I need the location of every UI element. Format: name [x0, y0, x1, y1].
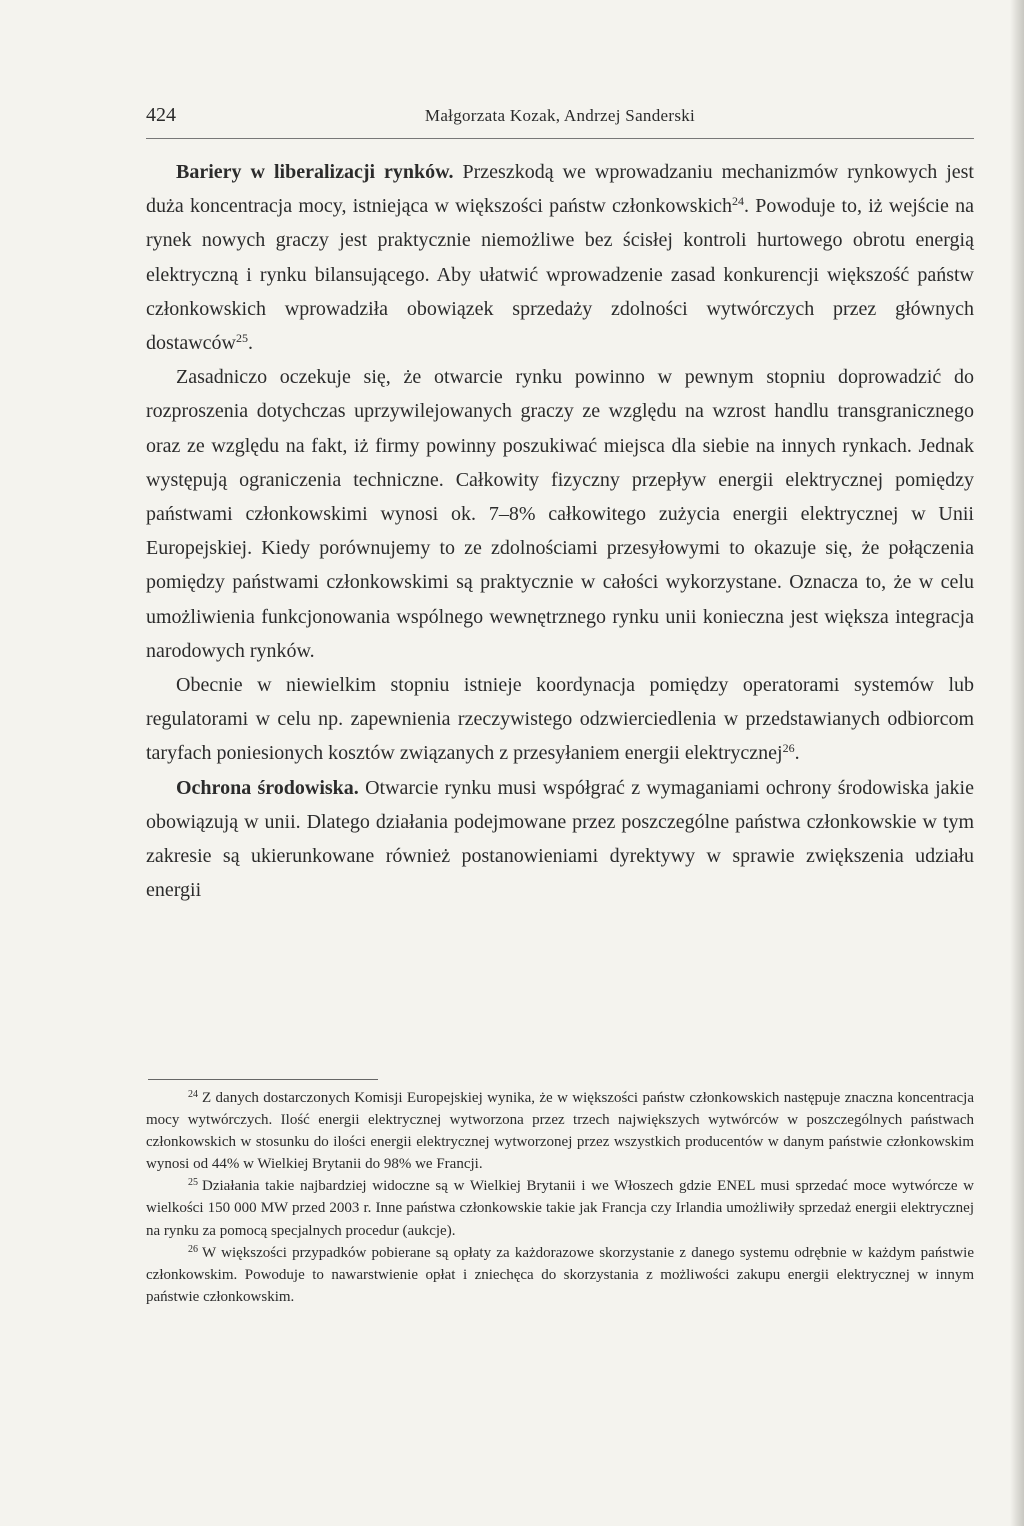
footnote-number: 25 [188, 1177, 198, 1189]
footnote [146, 1175, 974, 1241]
body-text [146, 155, 974, 907]
paragraph: Ochrona środowiska. Otwarcie rynku musi współgrać z wymaganiami ochrony środowiska jakie obowiązują w unii. Dlatego działania podejmowane przez poszczególne państwa członkowskie w tym zakresie są ukierunkowane również postanowieniami dyrektywy w sprawie zwiększenia udziału energii [146, 776, 974, 902]
section-heading: Bariery w liberalizacji rynków. [176, 161, 454, 183]
footnote-ref: 24 [732, 194, 744, 209]
footnote-ref: 26 [782, 741, 795, 756]
footnote [146, 1087, 974, 1175]
footnote [146, 1242, 974, 1308]
page-header [146, 100, 974, 139]
footnote-text: Z danych dostarczonych Komisji Europejskiej wynika, że w większości państw członkowskich następuje znaczna koncentracja mocy wytwórczych. Ilość energii elektrycznej wytworzona przez trzech największych wytwórców w poszczególnych państwach członkowskich w stosunku do ilości energii elektrycznej wytworzonej przez wszystkich producentów w danym państwie członkowskim wynosi od 44% w Wielkiej Brytanii do 98% we Francji. [146, 1090, 974, 1173]
footnote-ref: 25 [235, 331, 248, 346]
running-head: Małgorzata Kozak, Andrzej Sanderski [424, 106, 696, 125]
paragraph: Bariery w liberalizacji rynków. Przeszkodą we wprowadzaniu mechanizmów rynkowych jest duża koncentracja mocy, istniejąca w większości państw członkowskich$^{24}$. Powoduje to, iż wejście na rynek nowych graczy jest praktycznie niemożliwe bez ścisłej kontroli hurtowego obrotu energią elektryczną i rynku bilansującego. Aby ułatwić wprowadzenie zasad konkurencji większość państw członkowskich wprowadziła obowiązek sprzedaży zdolności wytwórczych przez głównych dostawców$^{25}$. [146, 161, 974, 355]
footnotes [146, 1087, 974, 1308]
footnote-text: Działania takie najbardziej widoczne są w Wielkiej Brytanii i we Włoszech gdzie ENEL musi sprzedać moce wytwórcze w wielkości 150 000 MW przed 2003 r. Inne państwa członkowskie takie jak Francja czy Irlandia umożliwiły sprzedaż energii elektrycznej na rynku za pomocą specjalnych procedur (aukcje). [146, 1178, 974, 1239]
paragraph: Zasadniczo oczekuje się, że otwarcie rynku powinno w pewnym stopniu doprowadzić do rozproszenia dotychczas uprzywilejowanych graczy ze względu na wzrost handlu transgranicznego oraz ze względu na fakt, iż firmy powinny poszukiwać miejsca dla siebie na innych rynkach. Jednak występują ograniczenia techniczne. Całkowity fizyczny przepływ energii elektrycznej pomiędzy państwami członkowskimi wynosi ok. 7–8% całkowitego zużycia energii elektrycznej w Unii Europejskiej. Kiedy porównujemy to ze zdolnościami przesyłowymi to okazuje się, że połączenia pomiędzy państwami członkowskimi są praktycznie w całości wykorzystane. Oznacza to, że w celu umożliwienia funkcjonowania wspólnego wewnętrznego rynku unii konieczna jest większa integracja narodowych rynków. [146, 366, 974, 662]
footnote-text: W większości przypadków pobierane są opłaty za każdorazowe skorzystanie z danego systemu odrębnie w każdym państwie członkowskim. Powoduje to nawarstwienie opłat i zniechęca do skorzystania z możliwości zakupu energii elektrycznej w innym państwie członkowskim. [146, 1244, 974, 1305]
section-heading: Ochrona środowiska. [176, 776, 359, 799]
footnote-number: 26 [188, 1243, 198, 1255]
paragraph: Obecnie w niewielkim stopniu istnieje koordynacja pomiędzy operatorami systemów lub regulatorami w celu np. zapewnienia rzeczywistego odzwierciedlenia w przedstawianych odbiorcom taryfach poniesionych kosztów związanych z przesyłaniem energii elektrycznej$^{26}$. [146, 674, 974, 765]
footnote-divider [148, 1079, 378, 1080]
footnote-number: 24 [188, 1089, 198, 1100]
page-number: 424 [146, 104, 176, 126]
page-edge-shadow [1010, 0, 1024, 1526]
